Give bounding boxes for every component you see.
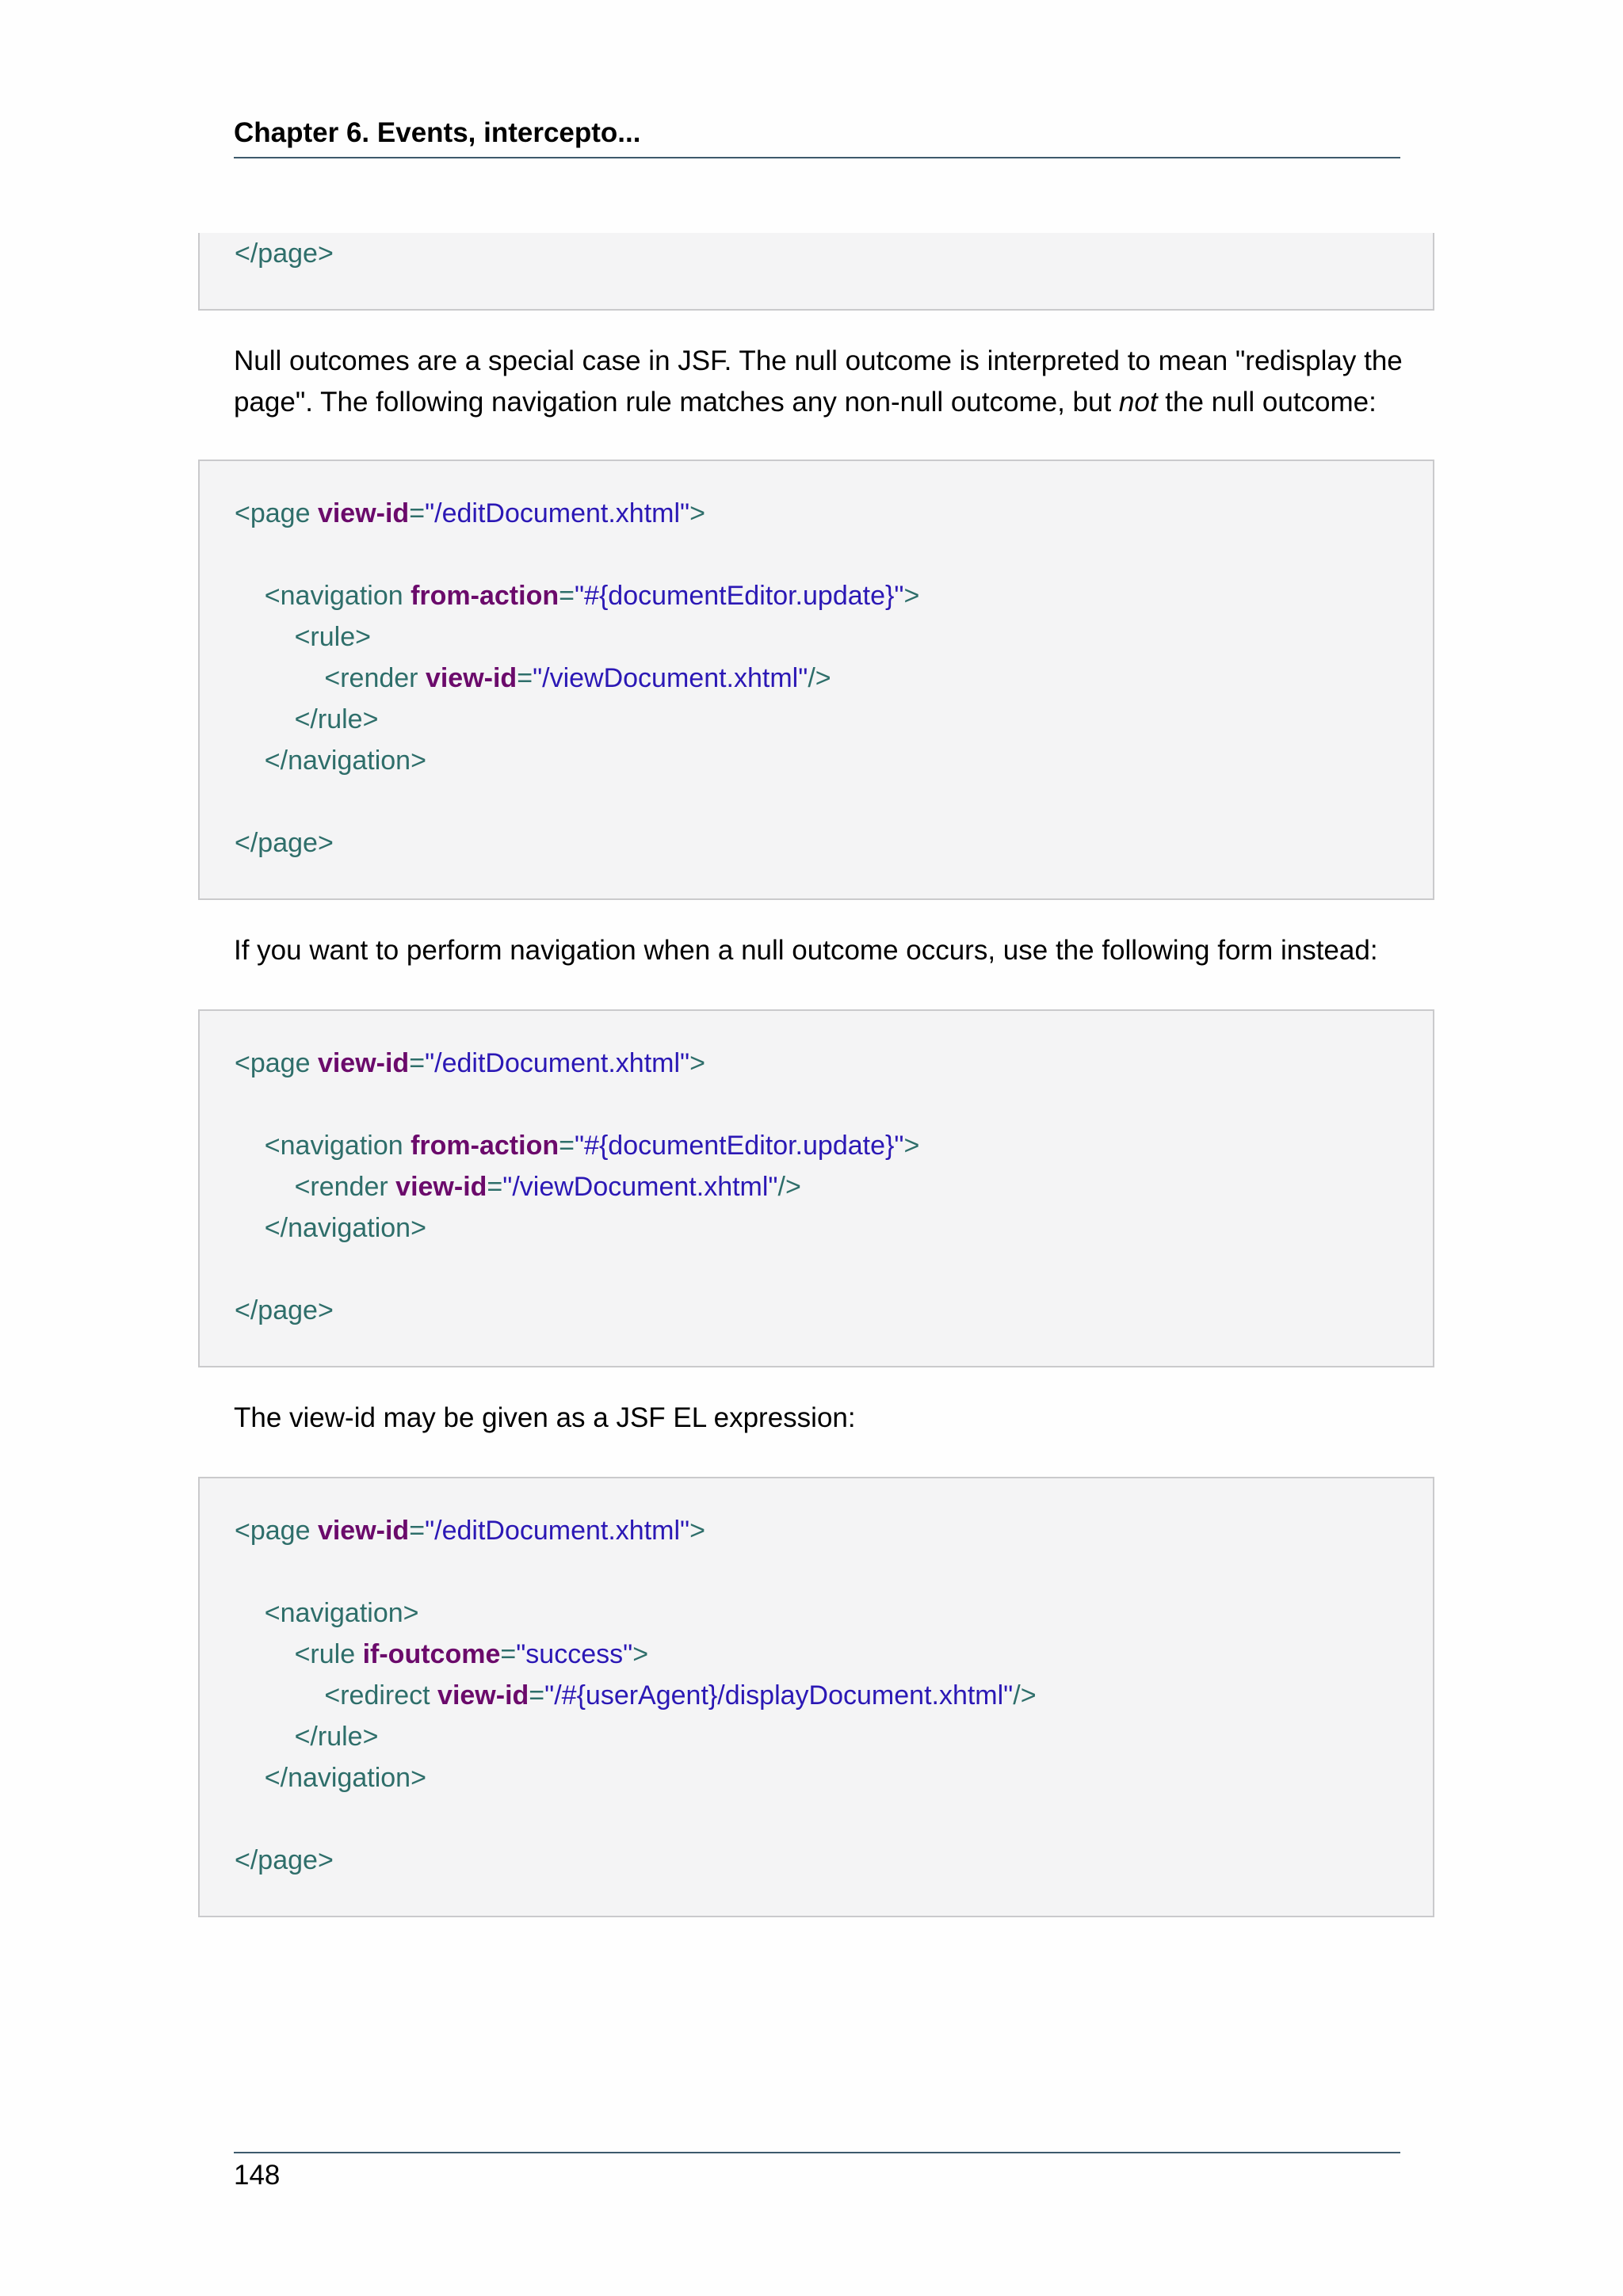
code-token-tag: > (903, 1131, 920, 1161)
code-token-tag: </navigation> (235, 746, 426, 776)
code-line (235, 740, 426, 781)
code-token-tag: > (903, 581, 920, 611)
code-token-val: "/viewDocument.xhtml" (502, 1172, 778, 1202)
paragraph-el-expression: The view-id may be given as a JSF EL expression: (234, 1402, 856, 1433)
code-token-tag: <render (235, 663, 426, 693)
code-block-0 (198, 233, 1434, 311)
code-token-attr: view-id (437, 1680, 529, 1711)
code-token-tag: = (409, 1516, 426, 1546)
page-footer (234, 2152, 1400, 2191)
code-token-attr: view-id (317, 1516, 410, 1546)
code-line (235, 1716, 378, 1757)
code-token-tag: /> (777, 1172, 801, 1202)
code-token-attr: view-id (317, 498, 410, 528)
chapter-title: Chapter 6. Events, intercepto... (234, 117, 641, 148)
code-line (235, 1757, 426, 1798)
code-token-tag: = (517, 663, 533, 693)
code-token-attr: from-action (411, 1131, 559, 1161)
code-line (235, 1510, 705, 1551)
code-token-val: "/editDocument.xhtml" (425, 498, 690, 528)
code-token-attr: view-id (425, 663, 517, 693)
code-line (235, 575, 919, 616)
code-line (235, 1840, 334, 1881)
code-token-tag: = (500, 1639, 517, 1669)
code-token-tag: > (689, 1516, 705, 1546)
code-token-tag: <page (235, 1048, 318, 1078)
code-token-tag: > (689, 498, 705, 528)
code-line (235, 1675, 1037, 1716)
code-token-tag: <rule> (235, 622, 371, 652)
code-line (235, 699, 378, 740)
code-token-tag: <navigation (235, 1131, 411, 1161)
code-block-3 (198, 1477, 1434, 1917)
code-token-val: "/editDocument.xhtml" (425, 1516, 690, 1546)
page-header (234, 114, 1400, 158)
paragraph-null-outcome-navigation: If you want to perform navigation when a null outcome occurs, use the following form instead: (234, 935, 1378, 966)
code-token-tag: /> (808, 663, 831, 693)
code-line (235, 1290, 334, 1331)
code-token-tag: </page> (235, 238, 334, 269)
code-line (235, 493, 705, 534)
code-token-tag: > (632, 1639, 649, 1669)
code-token-tag: </navigation> (235, 1213, 426, 1243)
code-token-val: "/editDocument.xhtml" (425, 1048, 690, 1078)
code-token-tag: </page> (235, 1845, 334, 1875)
code-token-val: "/#{userAgent}/displayDocument.xhtml" (544, 1680, 1014, 1711)
code-token-tag: <page (235, 498, 318, 528)
code-block-1 (198, 460, 1434, 900)
code-token-tag: <page (235, 1516, 318, 1546)
code-token-tag: /> (1013, 1680, 1037, 1711)
code-token-tag: = (487, 1172, 503, 1202)
code-token-tag: </page> (235, 828, 334, 858)
code-token-val: "#{documentEditor.update}" (574, 1131, 904, 1161)
code-token-tag: </rule> (235, 704, 379, 734)
code-token-tag: = (559, 1131, 575, 1161)
code-token-tag: </page> (235, 1295, 334, 1325)
code-line (235, 1592, 419, 1634)
code-token-attr: from-action (411, 581, 559, 611)
code-line (235, 616, 371, 658)
code-token-attr: view-id (395, 1172, 487, 1202)
code-token-tag: > (689, 1048, 705, 1078)
code-token-val: "success" (516, 1639, 633, 1669)
code-token-attr: view-id (317, 1048, 410, 1078)
code-token-tag: <rule (235, 1639, 363, 1669)
code-line (235, 233, 334, 274)
code-line (235, 1125, 919, 1166)
paragraph-null-outcomes: Null outcomes are a special case in JSF. The null outcome is interpreted to mean "redisplay the page". The following navigation rule matches any non-null outcome, but not the null outcome: (234, 345, 1403, 418)
code-token-tag: <navigation (235, 581, 411, 611)
code-line (235, 658, 831, 699)
code-line (235, 1043, 705, 1084)
code-line (235, 1166, 801, 1207)
code-line (235, 822, 334, 864)
code-token-tag: </rule> (235, 1722, 379, 1752)
code-line (235, 1207, 426, 1249)
code-block-2 (198, 1009, 1434, 1367)
code-token-tag: = (529, 1680, 545, 1711)
code-token-attr: if-outcome (362, 1639, 501, 1669)
emphasis-not: not (1118, 387, 1158, 418)
code-token-tag: </navigation> (235, 1763, 426, 1793)
code-token-val: "/viewDocument.xhtml" (533, 663, 808, 693)
code-token-tag: <navigation> (235, 1598, 419, 1628)
code-line (235, 1634, 648, 1675)
code-token-tag: <redirect (235, 1680, 438, 1711)
code-token-tag: <render (235, 1172, 396, 1202)
code-token-tag: = (409, 1048, 426, 1078)
code-token-val: "#{documentEditor.update}" (574, 581, 904, 611)
page-number: 148 (234, 2160, 281, 2191)
code-token-tag: = (409, 498, 426, 528)
code-token-tag: = (559, 581, 575, 611)
